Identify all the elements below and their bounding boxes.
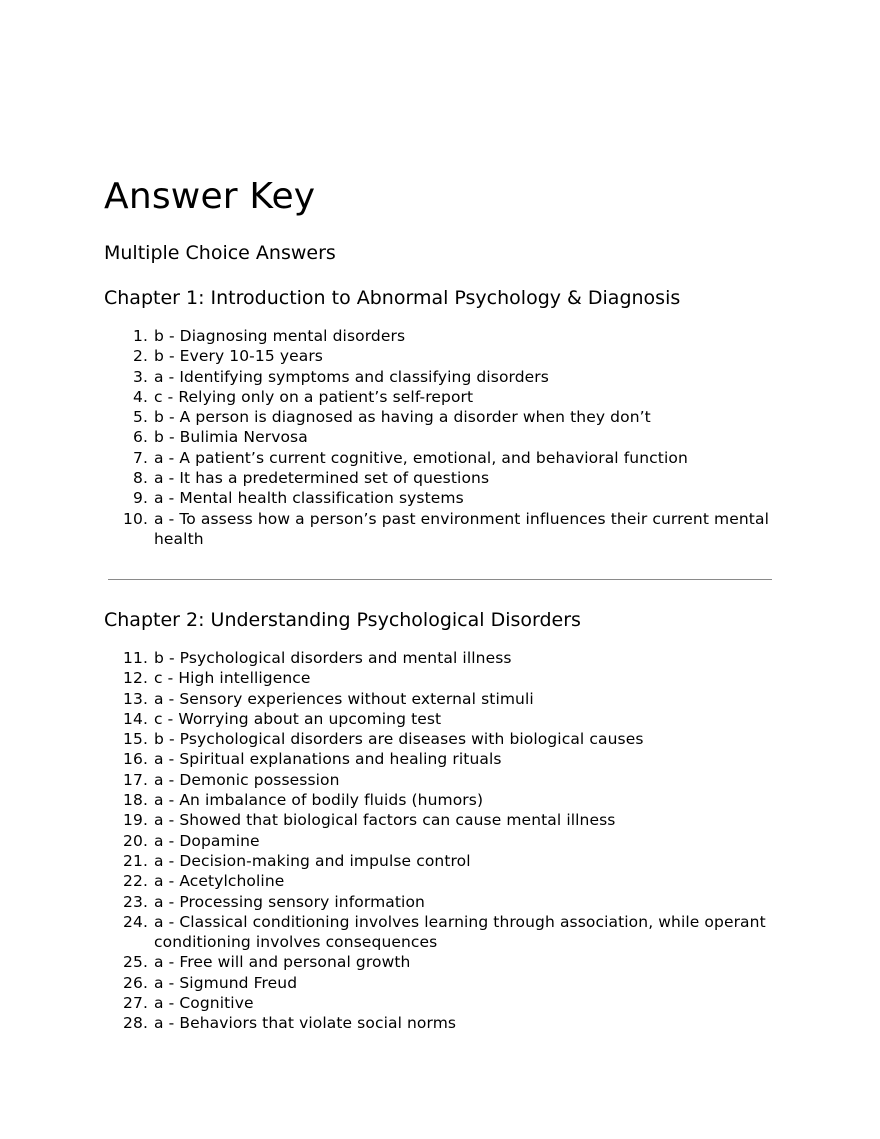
answer-item <box>104 912 784 953</box>
answer-item <box>104 729 784 749</box>
answer-item <box>104 871 784 891</box>
answer-number: 17. <box>123 770 148 789</box>
page-title: Answer Key <box>104 176 316 217</box>
answer-text: b - Bulimia Nervosa <box>154 428 308 447</box>
answer-number: 19. <box>123 811 148 830</box>
answer-item <box>104 468 784 488</box>
answer-number: 10. <box>123 509 148 528</box>
answer-number: 12. <box>123 669 148 688</box>
answer-text: a - Identifying symptoms and classifying disorders <box>154 367 549 386</box>
answer-item <box>104 448 784 468</box>
answer-item <box>104 367 784 387</box>
answer-text: a - To assess how a person’s past environment influences their current mental health <box>154 509 769 548</box>
answer-item <box>104 892 784 912</box>
answer-text: a - Sigmund Freud <box>154 973 298 992</box>
answer-text: a - Showed that biological factors can cause mental illness <box>154 811 616 830</box>
answer-item <box>104 810 784 830</box>
answer-item <box>104 326 784 346</box>
answer-number: 23. <box>123 892 148 911</box>
chapter-1-answer-list <box>104 326 784 549</box>
answer-item <box>104 648 784 668</box>
answer-text: b - Every 10-15 years <box>154 347 323 366</box>
answer-text: a - Cognitive <box>154 994 254 1013</box>
answer-number: 22. <box>123 872 148 891</box>
answer-item <box>104 973 784 993</box>
answer-number: 14. <box>123 709 148 728</box>
answer-number: 20. <box>123 831 148 850</box>
answer-number: 5. <box>133 408 148 427</box>
answer-item <box>104 993 784 1013</box>
answer-item <box>104 952 784 972</box>
answer-number: 27. <box>123 994 148 1013</box>
answer-item <box>104 709 784 729</box>
answer-text: b - A person is diagnosed as having a disorder when they don’t <box>154 408 651 427</box>
answer-item <box>104 851 784 871</box>
answer-text: a - Spiritual explanations and healing rituals <box>154 750 502 769</box>
answer-text: c - Relying only on a patient’s self-report <box>154 387 474 406</box>
answer-text: c - High intelligence <box>154 669 311 688</box>
answer-item <box>104 689 784 709</box>
answer-number: 28. <box>123 1014 148 1033</box>
answer-text: a - Behaviors that violate social norms <box>154 1014 457 1033</box>
section-divider <box>108 579 772 580</box>
answer-text: a - It has a predetermined set of questions <box>154 469 490 488</box>
answer-number: 4. <box>133 387 148 406</box>
answer-number: 15. <box>123 730 148 749</box>
chapter-1-heading: Chapter 1: Introduction to Abnormal Psychology & Diagnosis <box>104 287 681 309</box>
answer-item <box>104 790 784 810</box>
answer-item <box>104 407 784 427</box>
answer-number: 24. <box>123 912 148 931</box>
answer-item <box>104 831 784 851</box>
answer-text: a - Processing sensory information <box>154 892 425 911</box>
answer-text: a - Mental health classification systems <box>154 489 464 508</box>
answer-number: 21. <box>123 851 148 870</box>
answer-number: 26. <box>123 973 148 992</box>
answer-item <box>104 770 784 790</box>
answer-number: 3. <box>133 367 148 386</box>
answer-text: a - A patient’s current cognitive, emotional, and behavioral function <box>154 448 688 467</box>
answer-text: a - Decision-making and impulse control <box>154 851 471 870</box>
answer-text: b - Psychological disorders are diseases with biological causes <box>154 730 644 749</box>
answer-text: a - Classical conditioning involves learning through association, while operant conditioning involves consequences <box>154 912 766 952</box>
answer-number: 7. <box>133 448 148 467</box>
answer-number: 2. <box>133 347 148 366</box>
answer-number: 8. <box>133 469 148 488</box>
answer-item <box>104 749 784 769</box>
answer-text: a - Free will and personal growth <box>154 953 411 972</box>
answer-text: a - Dopamine <box>154 831 260 850</box>
answer-text: a - Acetylcholine <box>154 872 285 891</box>
answer-item <box>104 346 784 366</box>
answer-text: a - Sensory experiences without external stimuli <box>154 689 534 708</box>
answer-text: a - Demonic possession <box>154 770 340 789</box>
answer-text: c - Worrying about an upcoming test <box>154 709 442 728</box>
answer-item <box>104 427 784 447</box>
chapter-2-answer-list <box>104 648 784 1034</box>
answer-number: 16. <box>123 750 148 769</box>
answer-number: 6. <box>133 428 148 447</box>
answer-number: 11. <box>123 649 148 667</box>
answer-number: 13. <box>123 689 148 708</box>
answer-number: 25. <box>123 953 148 972</box>
answer-item <box>104 488 784 508</box>
answer-item <box>104 1013 784 1033</box>
answer-number: 9. <box>133 489 148 508</box>
chapter-2-heading: Chapter 2: Understanding Psychological Disorders <box>104 609 581 631</box>
answer-number: 18. <box>123 791 148 810</box>
answer-text: a - An imbalance of bodily fluids (humors) <box>154 791 484 810</box>
answer-text: b - Diagnosing mental disorders <box>154 327 406 345</box>
answer-item <box>104 509 784 550</box>
answer-item <box>104 668 784 688</box>
answer-item <box>104 387 784 407</box>
answer-text: b - Psychological disorders and mental illness <box>154 649 512 667</box>
section-subtitle: Multiple Choice Answers <box>104 242 336 264</box>
answer-number: 1. <box>133 327 148 345</box>
